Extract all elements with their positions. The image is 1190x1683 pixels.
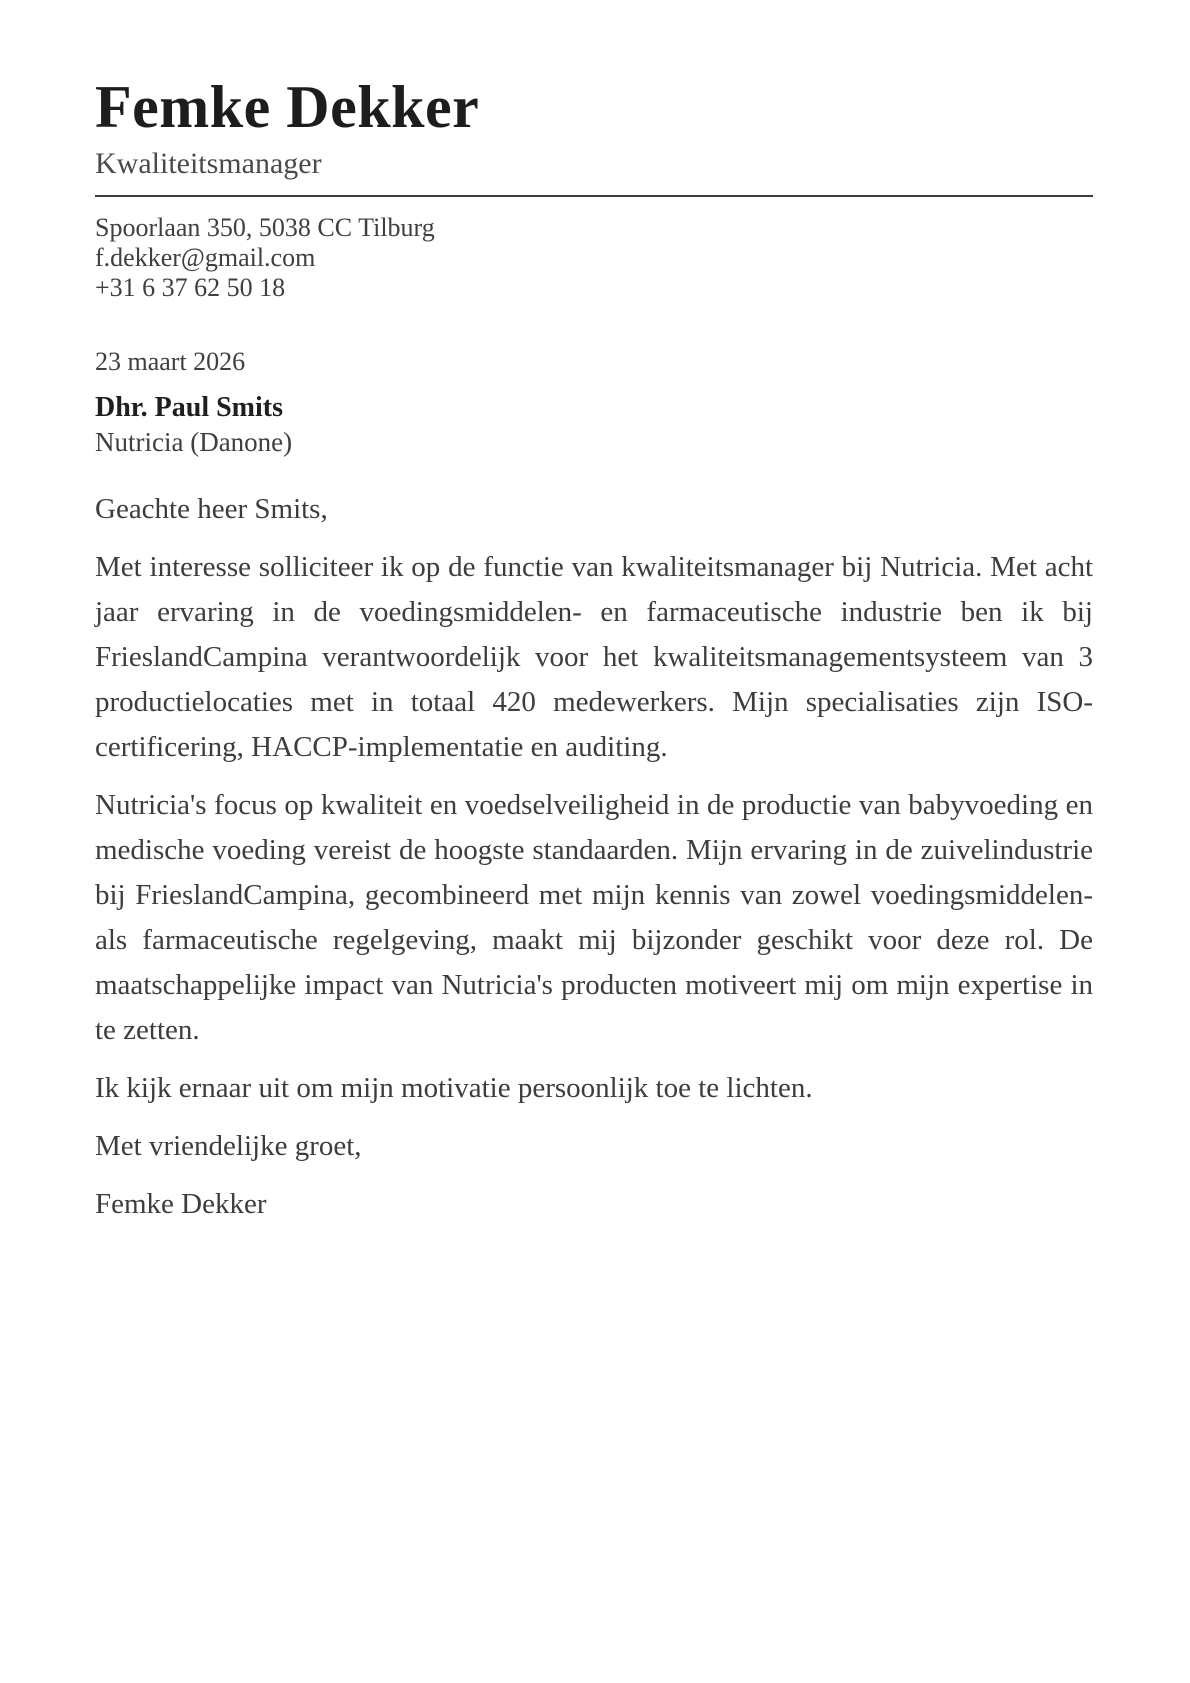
recipient-name: Dhr. Paul Smits (95, 391, 284, 423)
recipient-company: Nutricia (Danone) (95, 426, 293, 457)
letter-header (95, 76, 1093, 197)
date-line: 23 maart 2026 (95, 346, 246, 376)
job-title: Kwaliteitsmanager (95, 146, 322, 180)
closing-line: Met vriendelijke groet, (95, 1129, 362, 1162)
phone-line: +31 6 37 62 50 18 (95, 272, 286, 302)
letter-body (95, 487, 1093, 1227)
signature-name: Femke Dekker (95, 1187, 267, 1220)
letter-paragraph: Nutricia's focus op kwaliteit en voedselveiligheid in de productie van babyvoeding en medische voeding vereist de hoogste standaarden. Mijn ervaring in de zuivelindustrie bij FrieslandCampina, gecombineerd met mijn kennis van zowel voedingsmiddelen- als farmaceutische regelgeving, maakt mij bijzonder geschikt voor deze rol. De maatschappelijke impact van Nutricia's producten motiveert mij om mijn expertise in te zetten. (95, 788, 1093, 1046)
header-divider (95, 195, 1093, 197)
address-line: Spoorlaan 350, 5038 CC Tilburg (95, 212, 435, 242)
contact-block (95, 213, 1093, 303)
letter-paragraph: Ik kijk ernaar uit om mijn motivatie persoonlijk toe te lichten. (95, 1071, 813, 1104)
recipient-block (95, 391, 1093, 459)
letter-paragraph: Met interesse solliciteer ik op de functie van kwaliteitsmanager bij Nutricia. Met acht jaar ervaring in de voedingsmiddelen- en farmaceutische industrie ben ik bij FrieslandCampina verantwoordelijk voor het kwaliteitsmanagementsysteem van 3 productielocaties met in totaal 420 medewerkers. Mijn specialisaties zijn ISO-certificering, HACCP-implementatie en auditing. (95, 550, 1093, 763)
page-title: Femke Dekker (95, 74, 480, 140)
email-line: f.dekker@gmail.com (95, 242, 316, 272)
salutation: Geachte heer Smits, (95, 492, 328, 525)
